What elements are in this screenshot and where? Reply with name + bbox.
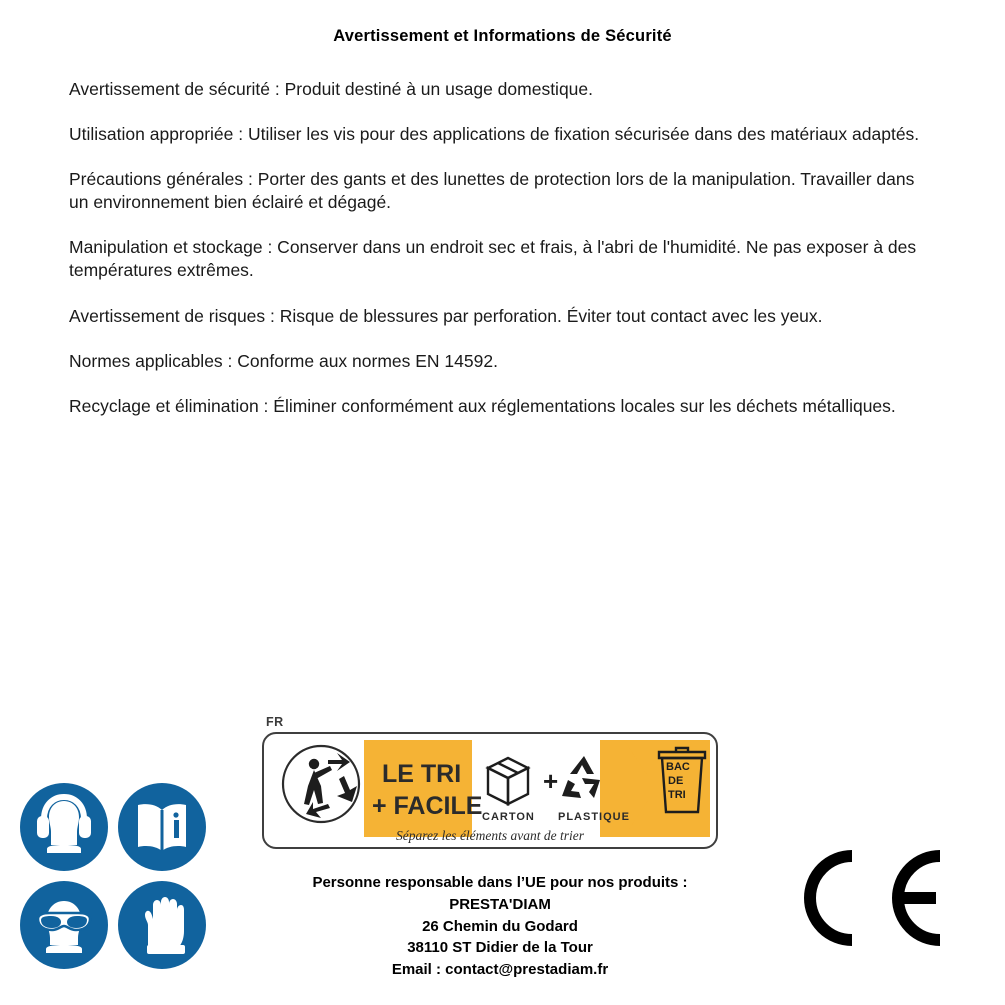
responsible-street: 26 Chemin du Godard [422, 917, 578, 935]
triman-box [262, 732, 718, 849]
triman-bin-line2: DE [668, 775, 684, 787]
responsible-person-heading [180, 872, 820, 894]
ce-conformity-mark [800, 848, 950, 948]
triman-material-carton: CARTON [482, 811, 535, 823]
paragraph-handling-storage: Manipulation et stockage : Conserver dans un endroit sec et frais, à l'abri de l'humidité. Ne pas exposer à des températures extrêmes. [69, 237, 917, 281]
triman-footer: Séparez les éléments avant de trier [395, 828, 585, 843]
paragraph-recycling-disposal: Recyclage et élimination : Éliminer conformément aux réglementations locales sur les déchets métalliques. [69, 395, 896, 416]
eye-protection-icon [20, 881, 108, 969]
paragraph-applicable-standards: Normes applicables : Conforme aux normes EN 14592. [69, 350, 498, 371]
responsible-email: Email : contact@prestadiam.fr [391, 961, 609, 978]
responsible-company-name: PRESTA'DIAM [449, 895, 551, 913]
read-instructions-icon [118, 783, 206, 871]
triman-slogan-line1: LE TRI [382, 760, 462, 788]
paragraph-general-precautions: Précautions générales : Porter des gants et des lunettes de protection lors de la manipulation. Travailler dans un environnement bien éclairé et dégagé. [69, 169, 915, 213]
paragraph-risk-warning: Avertissement de risques : Risque de blessures par perforation. Éviter tout contact avec les yeux. [69, 305, 823, 326]
responsible-heading-prefix: Personne responsable dans l’ [312, 874, 526, 891]
responsible-person-block [180, 872, 820, 981]
responsible-heading-suffix: pour nos produits : [545, 874, 688, 891]
triman-bin-line3: TRI [668, 789, 686, 801]
triman-bin-line1: BAC [666, 761, 690, 773]
paragraph-safety-warning: Avertissement de sécurité : Produit destiné à un usage domestique. [69, 79, 594, 99]
triman-material-plastique: PLASTIQUE [558, 811, 630, 823]
triman-slogan-line2: + FACILE [372, 792, 483, 820]
triman-recycling-label [262, 715, 718, 847]
triman-language-tag: FR [266, 715, 284, 729]
page-title: Avertissement et Informations de Sécurité [333, 27, 672, 45]
responsible-city: 38110 ST Didier de la Tour [407, 939, 593, 957]
responsible-heading-ue: UE [525, 874, 546, 891]
safety-text-block [69, 78, 931, 418]
paragraph-proper-use: Utilisation appropriée : Utiliser les vis pour des applications de fixation sécurisée dans des matériaux adaptés. [69, 124, 920, 145]
triman-plus-sign: + [543, 766, 559, 796]
ear-protection-icon [20, 783, 108, 871]
